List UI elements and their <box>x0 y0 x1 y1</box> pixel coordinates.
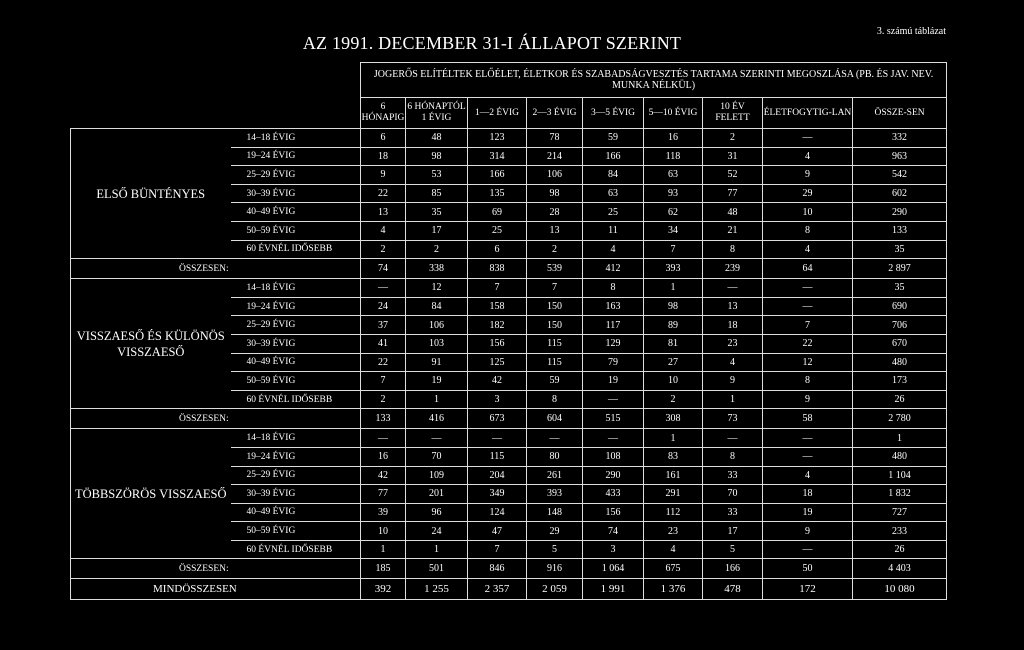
value-cell: 133 <box>853 221 947 240</box>
value-cell: 480 <box>853 447 947 466</box>
value-cell: 9 <box>763 166 853 185</box>
subtotal-cell: 308 <box>644 409 703 429</box>
value-cell: 7 <box>527 279 583 298</box>
value-cell: 1 <box>406 540 468 559</box>
value-cell: 106 <box>406 316 468 335</box>
table-row <box>71 429 947 448</box>
subtotal-row <box>71 559 947 579</box>
value-cell: 1 832 <box>853 485 947 504</box>
value-cell: 166 <box>583 147 644 166</box>
value-cell: 2 <box>644 390 703 409</box>
value-cell: 290 <box>853 203 947 222</box>
grand-total-cell: 1 376 <box>644 579 703 600</box>
age-label: 30–39 ÉVIG <box>231 334 361 353</box>
value-cell: 85 <box>406 184 468 203</box>
age-label: 40–49 ÉVIG <box>231 203 361 222</box>
age-label: 14–18 ÉVIG <box>231 429 361 448</box>
value-cell: 106 <box>527 166 583 185</box>
value-cell: 33 <box>703 466 763 485</box>
age-label: 14–18 ÉVIG <box>231 279 361 298</box>
value-cell: 74 <box>583 522 644 541</box>
subtotal-cell: 2 780 <box>853 409 947 429</box>
table-header-main: JOGERŐS ELÍTÉLTEK ELŐÉLET, ÉLETKOR ÉS SZABADSÁGVESZTÉS TARTAMA SZERINTI MEGOSZLÁSA (PB. ÉS JAV. NEV. MUNKA NÉLKÜL) <box>361 63 947 98</box>
grand-total-cell: 392 <box>361 579 406 600</box>
value-cell: 34 <box>644 221 703 240</box>
value-cell: 96 <box>406 503 468 522</box>
value-cell: 156 <box>468 334 527 353</box>
value-cell: 4 <box>763 466 853 485</box>
value-cell: 158 <box>468 297 527 316</box>
subtotal-cell: 393 <box>644 259 703 279</box>
subtotal-cell: 675 <box>644 559 703 579</box>
age-label: 60 ÉVNÉL IDŐSEBB <box>231 390 361 409</box>
value-cell: 9 <box>703 372 763 391</box>
value-cell: 39 <box>361 503 406 522</box>
value-cell: 22 <box>361 184 406 203</box>
value-cell: 9 <box>361 166 406 185</box>
age-label: 50–59 ÉVIG <box>231 221 361 240</box>
value-cell: 109 <box>406 466 468 485</box>
value-cell: 23 <box>644 522 703 541</box>
value-cell: 25 <box>583 203 644 222</box>
value-cell: 48 <box>703 203 763 222</box>
value-cell: 332 <box>853 129 947 148</box>
corner-cell <box>71 63 361 129</box>
age-label: 25–29 ÉVIG <box>231 166 361 185</box>
value-cell: 2 <box>527 240 583 259</box>
value-cell: 7 <box>763 316 853 335</box>
value-cell: 80 <box>527 447 583 466</box>
value-cell: — <box>763 540 853 559</box>
subtotal-cell: 846 <box>468 559 527 579</box>
column-header: 3—5 ÉVIG <box>583 98 644 129</box>
value-cell: 150 <box>527 316 583 335</box>
age-label: 40–49 ÉVIG <box>231 353 361 372</box>
value-cell: 3 <box>583 540 644 559</box>
value-cell: 26 <box>853 540 947 559</box>
subtotal-cell: 412 <box>583 259 644 279</box>
value-cell: 81 <box>644 334 703 353</box>
value-cell: 1 <box>406 390 468 409</box>
value-cell: 214 <box>527 147 583 166</box>
grand-total-cell: 10 080 <box>853 579 947 600</box>
value-cell: 204 <box>468 466 527 485</box>
value-cell: 727 <box>853 503 947 522</box>
value-cell: 7 <box>468 279 527 298</box>
value-cell: 25 <box>468 221 527 240</box>
value-cell: 12 <box>406 279 468 298</box>
value-cell: 4 <box>763 240 853 259</box>
column-header: 2—3 ÉVIG <box>527 98 583 129</box>
value-cell: 18 <box>703 316 763 335</box>
value-cell: 115 <box>527 334 583 353</box>
value-cell: 98 <box>527 184 583 203</box>
value-cell: — <box>763 279 853 298</box>
subtotal-cell: 74 <box>361 259 406 279</box>
value-cell: 182 <box>468 316 527 335</box>
value-cell: 18 <box>361 147 406 166</box>
value-cell: 8 <box>583 279 644 298</box>
value-cell: 135 <box>468 184 527 203</box>
value-cell: 28 <box>527 203 583 222</box>
grand-total-cell: 2 059 <box>527 579 583 600</box>
value-cell: 1 <box>703 390 763 409</box>
value-cell: 42 <box>468 372 527 391</box>
value-cell: 4 <box>703 353 763 372</box>
value-cell: 125 <box>468 353 527 372</box>
value-cell: 52 <box>703 166 763 185</box>
value-cell: 41 <box>361 334 406 353</box>
value-cell: 24 <box>406 522 468 541</box>
value-cell: — <box>763 429 853 448</box>
value-cell: 63 <box>583 184 644 203</box>
subtotal-cell: 501 <box>406 559 468 579</box>
value-cell: 24 <box>361 297 406 316</box>
value-cell: 115 <box>468 447 527 466</box>
value-cell: 13 <box>703 297 763 316</box>
value-cell: 84 <box>406 297 468 316</box>
subtotal-cell: 2 897 <box>853 259 947 279</box>
subtotal-label: ÖSSZESEN: <box>71 259 361 279</box>
age-label: 25–29 ÉVIG <box>231 316 361 335</box>
subtotal-cell: 50 <box>763 559 853 579</box>
group-label: ELSŐ BÜNTÉNYES <box>71 129 231 259</box>
value-cell: 16 <box>361 447 406 466</box>
value-cell: 314 <box>468 147 527 166</box>
value-cell: 47 <box>468 522 527 541</box>
value-cell: 77 <box>361 485 406 504</box>
value-cell: 62 <box>644 203 703 222</box>
value-cell: 22 <box>763 334 853 353</box>
subtotal-cell: 338 <box>406 259 468 279</box>
value-cell: 115 <box>527 353 583 372</box>
value-cell: 3 <box>468 390 527 409</box>
column-header: ÉLETFOGYTIG-LAN <box>763 98 853 129</box>
value-cell: 291 <box>644 485 703 504</box>
value-cell: 63 <box>644 166 703 185</box>
value-cell: 7 <box>468 540 527 559</box>
value-cell: 70 <box>703 485 763 504</box>
value-cell: 1 104 <box>853 466 947 485</box>
value-cell: 21 <box>703 221 763 240</box>
value-cell: 108 <box>583 447 644 466</box>
value-cell: — <box>583 429 644 448</box>
value-cell: 18 <box>763 485 853 504</box>
value-cell: 2 <box>703 129 763 148</box>
value-cell: 70 <box>406 447 468 466</box>
value-cell: 77 <box>703 184 763 203</box>
value-cell: 27 <box>644 353 703 372</box>
value-cell: 4 <box>763 147 853 166</box>
value-cell: 53 <box>406 166 468 185</box>
value-cell: 19 <box>583 372 644 391</box>
value-cell: — <box>468 429 527 448</box>
value-cell: 148 <box>527 503 583 522</box>
value-cell: 480 <box>853 353 947 372</box>
subtotal-cell: 604 <box>527 409 583 429</box>
value-cell: 98 <box>644 297 703 316</box>
value-cell: 2 <box>406 240 468 259</box>
value-cell: 98 <box>406 147 468 166</box>
value-cell: 2 <box>361 240 406 259</box>
subtotal-cell: 916 <box>527 559 583 579</box>
value-cell: 4 <box>644 540 703 559</box>
value-cell: 112 <box>644 503 703 522</box>
age-label: 40–49 ÉVIG <box>231 503 361 522</box>
age-label: 50–59 ÉVIG <box>231 522 361 541</box>
subtotal-cell: 515 <box>583 409 644 429</box>
value-cell: — <box>763 447 853 466</box>
grand-total-label: MINDÖSSZESEN <box>71 579 361 600</box>
value-cell: 31 <box>703 147 763 166</box>
value-cell: 201 <box>406 485 468 504</box>
value-cell: 22 <box>361 353 406 372</box>
value-cell: 59 <box>583 129 644 148</box>
value-cell: — <box>763 297 853 316</box>
value-cell: 69 <box>468 203 527 222</box>
column-header: ÖSSZE-SEN <box>853 98 947 129</box>
value-cell: 4 <box>361 221 406 240</box>
subtotal-cell: 416 <box>406 409 468 429</box>
age-label: 19–24 ÉVIG <box>231 297 361 316</box>
value-cell: 9 <box>763 522 853 541</box>
value-cell: — <box>763 129 853 148</box>
value-cell: 7 <box>644 240 703 259</box>
value-cell: 129 <box>583 334 644 353</box>
value-cell: 963 <box>853 147 947 166</box>
grand-total-cell: 1 255 <box>406 579 468 600</box>
value-cell: 163 <box>583 297 644 316</box>
value-cell: 118 <box>644 147 703 166</box>
value-cell: 9 <box>763 390 853 409</box>
value-cell: 19 <box>406 372 468 391</box>
value-cell: — <box>703 429 763 448</box>
value-cell: 93 <box>644 184 703 203</box>
value-cell: — <box>361 279 406 298</box>
subtotal-cell: 539 <box>527 259 583 279</box>
value-cell: 35 <box>406 203 468 222</box>
value-cell: — <box>527 429 583 448</box>
value-cell: 12 <box>763 353 853 372</box>
table-row <box>71 279 947 298</box>
value-cell: 156 <box>583 503 644 522</box>
age-label: 60 ÉVNÉL IDŐSEBB <box>231 240 361 259</box>
subtotal-cell: 73 <box>703 409 763 429</box>
value-cell: 17 <box>406 221 468 240</box>
age-label: 60 ÉVNÉL IDŐSEBB <box>231 540 361 559</box>
value-cell: 89 <box>644 316 703 335</box>
value-cell: 433 <box>583 485 644 504</box>
value-cell: 37 <box>361 316 406 335</box>
value-cell: 602 <box>853 184 947 203</box>
value-cell: 4 <box>583 240 644 259</box>
value-cell: 10 <box>763 203 853 222</box>
value-cell: 13 <box>527 221 583 240</box>
value-cell: 290 <box>583 466 644 485</box>
column-header: 1—2 ÉVIG <box>468 98 527 129</box>
statistics-table <box>70 62 947 600</box>
value-cell: 33 <box>703 503 763 522</box>
age-label: 30–39 ÉVIG <box>231 485 361 504</box>
value-cell: 706 <box>853 316 947 335</box>
value-cell: — <box>406 429 468 448</box>
subtotal-label: ÖSSZESEN: <box>71 409 361 429</box>
age-label: 19–24 ÉVIG <box>231 147 361 166</box>
grand-total-row <box>71 579 947 600</box>
table-number: 3. számú táblázat <box>876 26 946 37</box>
value-cell: 124 <box>468 503 527 522</box>
value-cell: 8 <box>763 372 853 391</box>
value-cell: 78 <box>527 129 583 148</box>
value-cell: 83 <box>644 447 703 466</box>
age-label: 25–29 ÉVIG <box>231 466 361 485</box>
subtotal-cell: 64 <box>763 259 853 279</box>
age-label: 50–59 ÉVIG <box>231 372 361 391</box>
column-header: 6 HÓNAPTÓL 1 ÉVIG <box>406 98 468 129</box>
grand-total-cell: 172 <box>763 579 853 600</box>
value-cell: 349 <box>468 485 527 504</box>
subtotal-cell: 1 064 <box>583 559 644 579</box>
value-cell: 8 <box>527 390 583 409</box>
value-cell: 59 <box>527 372 583 391</box>
value-cell: 161 <box>644 466 703 485</box>
column-header: 6 HÓNAPIG <box>361 98 406 129</box>
group-label: TÖBBSZÖRÖS VISSZAESŐ <box>71 429 231 559</box>
value-cell: 42 <box>361 466 406 485</box>
subtotal-cell: 133 <box>361 409 406 429</box>
value-cell: 10 <box>361 522 406 541</box>
value-cell: 29 <box>763 184 853 203</box>
value-cell: 1 <box>853 429 947 448</box>
value-cell: 10 <box>644 372 703 391</box>
table-row <box>71 129 947 148</box>
value-cell: 35 <box>853 279 947 298</box>
value-cell: 166 <box>468 166 527 185</box>
grand-total-cell: 478 <box>703 579 763 600</box>
column-header: 5—10 ÉVIG <box>644 98 703 129</box>
value-cell: 8 <box>703 447 763 466</box>
value-cell: 670 <box>853 334 947 353</box>
value-cell: 261 <box>527 466 583 485</box>
value-cell: 103 <box>406 334 468 353</box>
column-header: 10 ÉV FELETT <box>703 98 763 129</box>
subtotal-row <box>71 409 947 429</box>
value-cell: 5 <box>703 540 763 559</box>
group-label: VISSZAESŐ ÉS KÜLÖNÖS VISSZAESŐ <box>71 279 231 409</box>
grand-total-cell: 2 357 <box>468 579 527 600</box>
subtotal-row <box>71 259 947 279</box>
value-cell: 6 <box>361 129 406 148</box>
value-cell: 542 <box>853 166 947 185</box>
page-title-text: AZ 1991. DECEMBER 31-I ÁLLAPOT SZERINT <box>302 33 682 53</box>
subtotal-cell: 58 <box>763 409 853 429</box>
grand-total-cell: 1 991 <box>583 579 644 600</box>
value-cell: 23 <box>703 334 763 353</box>
subtotal-cell: 166 <box>703 559 763 579</box>
value-cell: 84 <box>583 166 644 185</box>
value-cell: 35 <box>853 240 947 259</box>
value-cell: 1 <box>644 429 703 448</box>
subtotal-cell: 838 <box>468 259 527 279</box>
value-cell: 17 <box>703 522 763 541</box>
value-cell: 2 <box>361 390 406 409</box>
value-cell: 8 <box>763 221 853 240</box>
age-label: 14–18 ÉVIG <box>231 129 361 148</box>
value-cell: 7 <box>361 372 406 391</box>
value-cell: — <box>361 429 406 448</box>
value-cell: 26 <box>853 390 947 409</box>
value-cell: 48 <box>406 129 468 148</box>
value-cell: 1 <box>644 279 703 298</box>
value-cell: 79 <box>583 353 644 372</box>
value-cell: 173 <box>853 372 947 391</box>
age-label: 30–39 ÉVIG <box>231 184 361 203</box>
value-cell: 1 <box>361 540 406 559</box>
value-cell: 690 <box>853 297 947 316</box>
value-cell: 91 <box>406 353 468 372</box>
value-cell: — <box>703 279 763 298</box>
subtotal-cell: 673 <box>468 409 527 429</box>
value-cell: 8 <box>703 240 763 259</box>
value-cell: — <box>583 390 644 409</box>
value-cell: 393 <box>527 485 583 504</box>
value-cell: 13 <box>361 203 406 222</box>
subtotal-label: ÖSSZESEN: <box>71 559 361 579</box>
subtotal-cell: 239 <box>703 259 763 279</box>
value-cell: 150 <box>527 297 583 316</box>
value-cell: 5 <box>527 540 583 559</box>
subtotal-cell: 185 <box>361 559 406 579</box>
value-cell: 233 <box>853 522 947 541</box>
age-label: 19–24 ÉVIG <box>231 447 361 466</box>
value-cell: 29 <box>527 522 583 541</box>
page-title <box>0 33 1024 54</box>
value-cell: 6 <box>468 240 527 259</box>
value-cell: 11 <box>583 221 644 240</box>
subtotal-cell: 4 403 <box>853 559 947 579</box>
value-cell: 117 <box>583 316 644 335</box>
value-cell: 16 <box>644 129 703 148</box>
value-cell: 123 <box>468 129 527 148</box>
value-cell: 19 <box>763 503 853 522</box>
